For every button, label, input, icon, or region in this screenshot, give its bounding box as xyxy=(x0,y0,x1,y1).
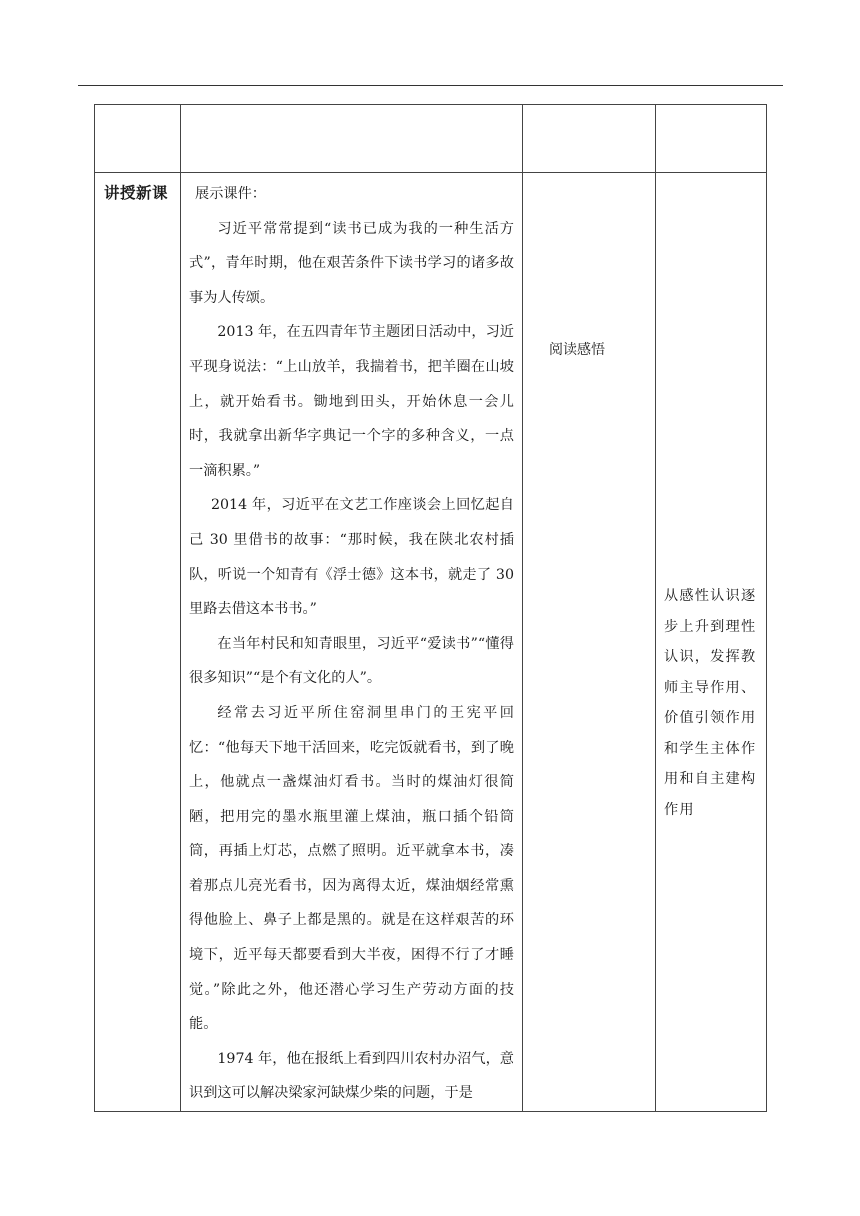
table-row xyxy=(95,105,767,173)
header-rule xyxy=(78,85,783,86)
student-activity-cell xyxy=(523,173,656,1112)
section-label: 讲授新课 xyxy=(104,184,169,202)
section-label-cell xyxy=(95,173,181,1112)
student-activity: 阅读感悟 xyxy=(549,342,605,358)
table-cell-empty xyxy=(181,105,523,173)
table-cell-empty xyxy=(95,105,181,173)
design-intent-cell xyxy=(656,173,767,1112)
content-paragraph: 习近平常常提到“读书已成为我的一种生活方式”，青年时期，他在艰苦条件下读书学习的诸多故事为人传颂。 xyxy=(189,220,514,306)
lesson-plan-table xyxy=(94,104,767,1112)
table-cell-empty xyxy=(656,105,767,173)
content-paragraph: 经常去习近平所住窑洞里串门的王宪平回忆：“他每天下地干活回来，吃完饭就看书，到了晚上，他就点一盏煤油灯看书。当时的煤油灯很简陋，把用完的墨水瓶里灌上煤油，瓶口插个铅筒筒，再插上灯芯，点燃了照明。近平就拿本书，凑着那点儿亮光看书，因为离得太近，煤油烟经常熏得他脸上、鼻子上都是黑的。就是在这样艰苦的环境下，近平每天都要看到大半夜，困得不行了才睡觉。”除此之外，他还潜心学习生产劳动方面的技能。 xyxy=(189,704,514,1033)
table-row xyxy=(95,173,767,1112)
content-paragraph: 展示课件： xyxy=(195,186,266,202)
content-paragraph: 在当年村民和知青眼里，习近平“爱读书”“懂得很多知识”“是个有文化的人”。 xyxy=(189,635,514,687)
content-paragraph: 2013 年，在五四青年节主题团日活动中，习近平现身说法：“上山放羊，我揣着书，把羊圈在山坡上，就开始看书。锄地到田头，开始休息一会儿时，我就拿出新华字典记一个字的多种含义，一点一滴积累。” xyxy=(189,324,514,479)
teaching-content xyxy=(181,173,522,1111)
table-cell-empty xyxy=(523,105,656,173)
teaching-content-cell xyxy=(181,173,523,1112)
design-intent: 从感性认识逐步上升到理性认识，发挥教师主导作用、价值引领作用和学生主体作用和自主建构作用 xyxy=(664,588,757,818)
content-paragraph: 1974 年，他在报纸上看到四川农村办沼气，意识到这可以解决梁家河缺煤少柴的问题，于是 xyxy=(189,1050,514,1102)
content-paragraph: 2014 年，习近平在文艺工作座谈会上回忆起自己 30 里借书的故事：“那时候，我在陕北农村插队，听说一个知青有《浮士德》这本书，就走了 30 里路去借这本书书。” xyxy=(189,497,514,618)
